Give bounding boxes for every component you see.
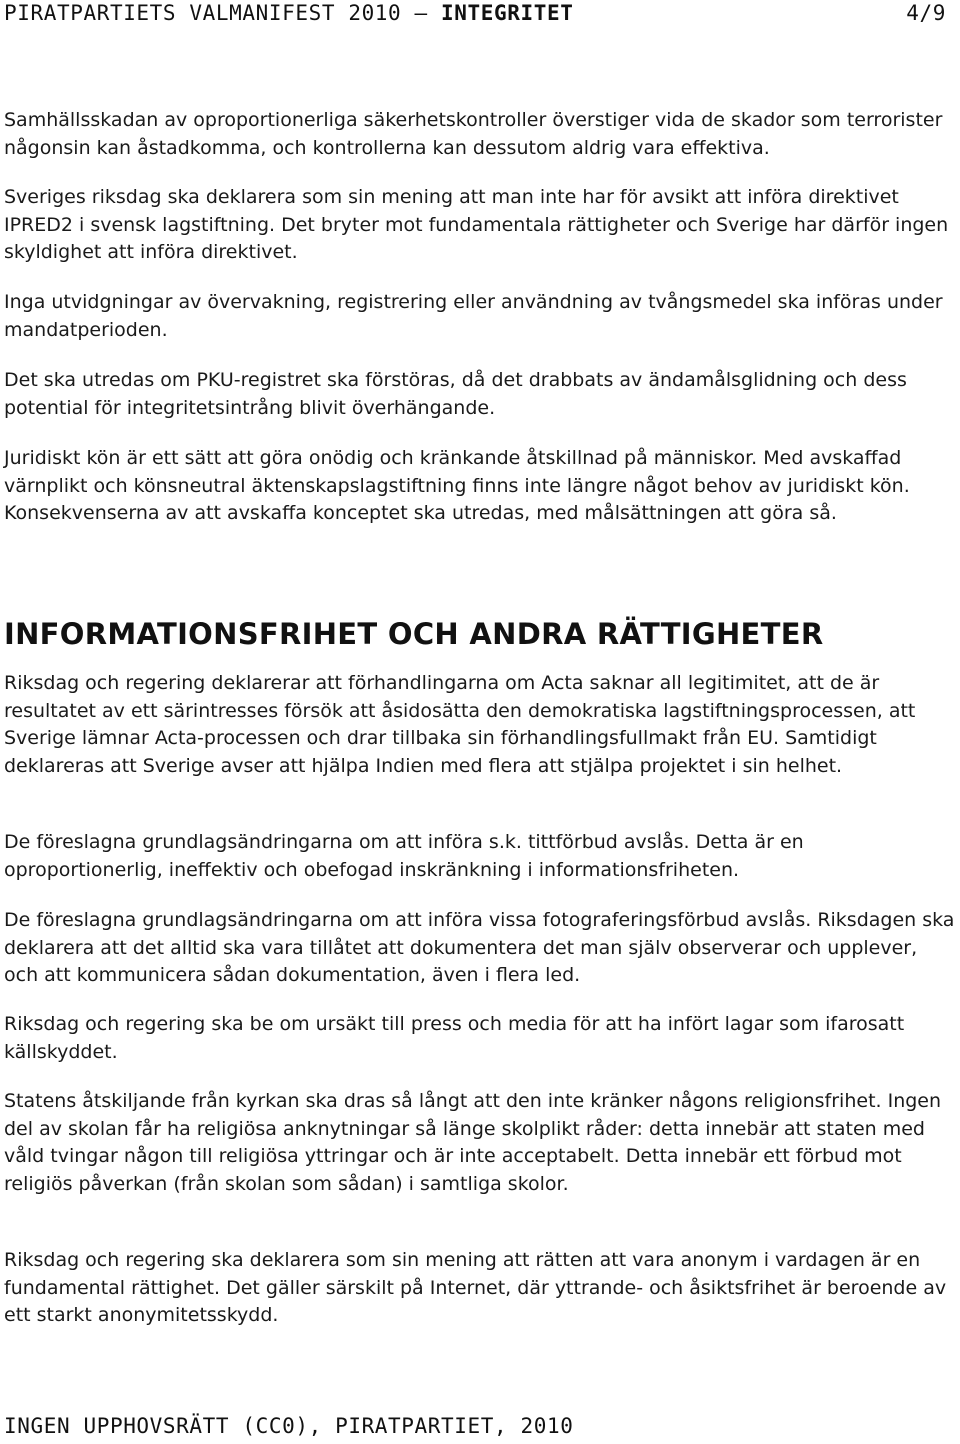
paragraph-security-controls: Samhällsskadan av oproportionerliga säkerhetskontroller överstiger vida de skador som terrorister någonsin kan åstadkomma, och kontrollerna kan dessutom aldrig vara effektiva. xyxy=(4,109,943,159)
document-title: PIRATPARTIETS VALMANIFEST 2010 – xyxy=(4,1,428,25)
paragraph-legal-gender: Juridiskt kön är ett sätt att göra onödig och kränkande åtskillnad på människor. Med avskaffad värnplikt och könsneutral äktenskapslagstiftning finns inte längre något behov av juridiskt kön. Konsekvenserna av att avskaffa konceptet ska utredas, med målsättningen att göra så. xyxy=(4,447,910,524)
paragraph-pku-register: Det ska utredas om PKU-registret ska förstöras, då det drabbats av ändamålsglidning och dess potential för integritetsintrång blivit överhängande. xyxy=(4,369,907,419)
paragraph-church-state: Statens åtskiljande från kyrkan ska dras så långt att den inte kränker någons religionsfrihet. Ingen del av skolan får ha religiösa anknytningar så länge skolplikt råder: detta innebär att staten med våld tvingar någon till religiösa yttringar och är inte acceptabelt. Detta innebär ett förbud mot religiös påverkan (från skolan som sådan) i samtliga skolor. xyxy=(4,1090,942,1195)
page-footer: INGEN UPPHOVSRÄTT (CC0), PIRATPARTIET, 2010 xyxy=(4,1414,574,1438)
paragraph-photography: De föreslagna grundlagsändringarna om att införa vissa fotograferingsförbud avslås. Riksdagen ska deklarera att det alltid ska vara tillåtet att dokumentera det man själv observerar och upplever, och att kommunicera sådan dokumentation, även i flera led. xyxy=(4,909,955,986)
paragraph-tittforbud: De föreslagna grundlagsändringarna om att införa s.k. tittförbud avslås. Detta är en oproportionerlig, ineffektiv och obefogad inskränkning i informationsfriheten. xyxy=(4,831,804,881)
paragraph-ipred2: Sveriges riksdag ska deklarera som sin mening att man inte har för avsikt att införa direktivet IPRED2 i svensk lagstiftning. Det bryter mot fundamentala rättigheter och Sverige har därför ingen skyldighet att införa direktivet. xyxy=(4,186,949,263)
section-title: INTEGRITET xyxy=(441,1,574,25)
paragraph-acta: Riksdag och regering deklarerar att förhandlingarna om Acta saknar all legitimitet, att de är resultatet av ett särintresses försök att åsidosätta den demokratiska lagstiftningsprocessen, att Sverige lämnar Acta-processen och drar tillbaka sin förhandlingsfullmakt från EU. Samtidigt deklareras att Sverige avser att hjälpa Indien med flera att stjälpa projektet i sin helhet. xyxy=(4,672,916,777)
paragraph-source-protection: Riksdag och regering ska be om ursäkt till press och media för att ha infört lagar som ifarosatt källskyddet. xyxy=(4,1013,905,1063)
page-number: 4/9 xyxy=(906,1,946,25)
paragraph-surveillance: Inga utvidgningar av övervakning, registrering eller användning av tvångsmedel ska införas under mandatperioden. xyxy=(4,291,943,341)
section-heading: INFORMATIONSFRIHET OCH ANDRA RÄTTIGHETER xyxy=(4,617,824,651)
page-header xyxy=(4,0,946,26)
paragraph-anonymity: Riksdag och regering ska deklarera som sin mening att rätten att vara anonym i vardagen är en fundamental rättighet. Det gäller särskilt på Internet, där yttrande- och åsiktsfrihet är beroende av ett starkt anonymitetsskydd. xyxy=(4,1249,947,1326)
